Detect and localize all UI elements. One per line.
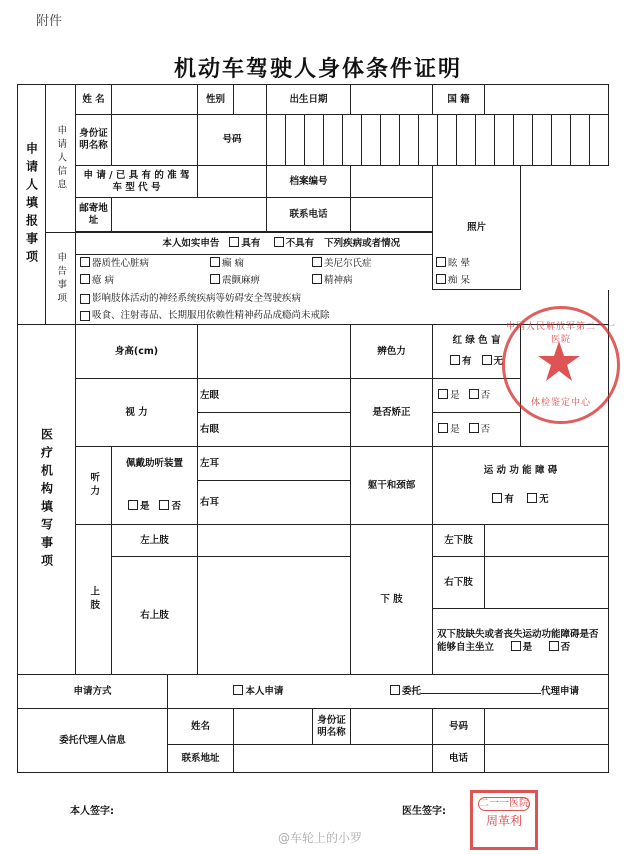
upper-limb-label: 上肢 <box>76 525 112 675</box>
declare-line <box>76 233 485 255</box>
corrected-left-yes-checkbox[interactable] <box>438 389 448 399</box>
nationality-label: 国 籍 <box>433 85 485 115</box>
disease-checkbox[interactable] <box>312 257 322 267</box>
disease-checkbox[interactable] <box>80 274 90 284</box>
corrected-left: 是 否 <box>433 379 521 413</box>
both-lower-cell: 双下肢缺失或者丧失运动功能障碍是否能够自主坐立 是 否 <box>433 609 609 675</box>
file-number-label: 档案编号 <box>267 166 351 198</box>
page-title: 机动车驾驶人身体条件证明 <box>173 56 462 82</box>
entrust-checkbox[interactable] <box>390 685 400 695</box>
right-ear-label: 右耳 <box>198 481 351 525</box>
id-name-field[interactable] <box>112 115 198 166</box>
trunk-neck-label: 躯干和颈部 <box>351 447 433 525</box>
disease-checkbox[interactable] <box>80 311 90 321</box>
corrected-left-no-checkbox[interactable] <box>469 389 479 399</box>
hearing-aid-label: 佩戴助听装置 <box>125 458 183 470</box>
disease-row-2 <box>76 272 485 290</box>
phone-field[interactable] <box>351 198 433 232</box>
right-upper-label: 右上肢 <box>112 557 198 675</box>
section-applicant: 申请人填报事项 <box>18 85 46 325</box>
agent-id-name-field[interactable] <box>351 709 433 745</box>
both-lower-yes-checkbox[interactable] <box>511 641 521 651</box>
square-stamp-name: 周革利 <box>485 814 522 828</box>
agent-address-field[interactable] <box>234 745 433 773</box>
color-blind-none-checkbox[interactable] <box>482 355 492 365</box>
declare-not-label: 不具有 <box>285 238 315 250</box>
corrected-label: 是否矫正 <box>351 379 433 447</box>
birth-field[interactable] <box>351 85 433 115</box>
agent-name-field[interactable] <box>234 709 313 745</box>
disease-checkbox[interactable] <box>436 257 446 267</box>
disease-label: 器质性心脏病 <box>92 258 150 270</box>
vision-label: 视 力 <box>76 379 198 447</box>
motor-label: 运 动 功 能 障 碍 <box>483 465 558 477</box>
agent-id-name-label: 身份证明名称 <box>313 709 351 745</box>
color-blind-label: 红 绿 色 盲 <box>452 335 501 347</box>
right-upper-field[interactable] <box>198 557 351 675</box>
file-number-field[interactable] <box>351 166 433 198</box>
hospital-round-stamp <box>502 306 620 424</box>
left-eye-label: 左眼 <box>198 379 351 413</box>
id-number-field[interactable] <box>267 115 609 166</box>
star-icon <box>537 339 581 383</box>
right-lower-field[interactable] <box>485 557 609 609</box>
color-blind-have-checkbox[interactable] <box>450 355 460 365</box>
disease-checkbox[interactable] <box>436 274 446 284</box>
hearing-aid-yes-checkbox[interactable] <box>128 500 138 510</box>
declare-not-checkbox[interactable] <box>274 237 284 247</box>
id-name-label: 身份证明名称 <box>76 115 112 166</box>
declare-items-label: 申告事项 <box>46 233 76 325</box>
left-upper-field[interactable] <box>198 525 351 557</box>
corrected-right-no-checkbox[interactable] <box>469 423 479 433</box>
disease-checkbox[interactable] <box>80 257 90 267</box>
vehicle-type-label: 申 请 / 已 具 有 的 准 驾 车 型 代 号 <box>76 166 198 198</box>
lower-limb-label: 下 肢 <box>351 525 433 675</box>
disease-label: 精神病 <box>324 275 353 287</box>
declare-tail: 下列疾病或者情况 <box>324 238 401 250</box>
color-blind-have: 有 <box>462 356 472 367</box>
self-signature-label: 本人签字: <box>70 806 114 817</box>
certificate-form <box>17 84 609 773</box>
disease-checkbox[interactable] <box>210 274 220 284</box>
color-blind-none: 无 <box>493 356 504 367</box>
height-label: 身高(cm) <box>76 325 198 379</box>
self-apply-checkbox[interactable] <box>233 685 243 695</box>
agent-info-label: 委托代理人信息 <box>18 709 168 773</box>
disease-label: 癔 病 <box>92 275 115 287</box>
address-label: 邮寄地址 <box>76 198 112 232</box>
both-lower-no-checkbox[interactable] <box>549 641 559 651</box>
square-stamp-top-text: 二一一医院 <box>479 798 529 809</box>
section-medical: 医疗机构填写事项 <box>18 325 76 675</box>
disease-label: 癫 痫 <box>222 258 245 270</box>
apply-method-cell <box>168 675 609 709</box>
apply-method-label: 申请方式 <box>18 675 168 709</box>
right-lower-label: 右下肢 <box>433 557 485 609</box>
disease-label: 吸食、注射毒品、长期服用依赖性精神药品成瘾尚未戒除 <box>92 309 330 321</box>
declare-text: 本人如实申告 <box>162 238 220 250</box>
agent-id-number-field[interactable] <box>485 709 609 745</box>
round-stamp-bottom-text: 体检鉴定中心 <box>530 398 591 408</box>
phone-label: 联系电话 <box>267 198 351 232</box>
self-apply-label: 本人申请 <box>245 686 284 698</box>
disease-label: 眩 晕 <box>448 258 471 270</box>
disease-label: 美尼尔氏症 <box>324 258 372 270</box>
gender-field[interactable] <box>234 85 267 115</box>
agent-phone-field[interactable] <box>485 745 609 773</box>
applicant-info-label: 申请人信息 <box>46 85 76 233</box>
left-lower-field[interactable] <box>485 525 609 557</box>
watermark: @车轮上的小罗 <box>278 831 363 845</box>
agent-address-label: 联系地址 <box>168 745 234 773</box>
left-ear-label: 左耳 <box>198 447 351 481</box>
disease-checkbox[interactable] <box>312 274 322 284</box>
agent-phone-label: 电话 <box>433 745 485 773</box>
entrust-label: 委托 <box>401 686 421 698</box>
hearing-label: 听力 <box>76 447 112 525</box>
declare-have-label: 具有 <box>241 238 261 250</box>
motor-none-checkbox[interactable] <box>527 493 537 503</box>
gender-label: 性别 <box>198 85 234 115</box>
right-eye-label: 右眼 <box>198 413 351 447</box>
entrust-name-field[interactable] <box>421 693 541 694</box>
disease-checkbox[interactable] <box>80 294 90 304</box>
attachment-label: 附件 <box>36 14 63 29</box>
photo-box: 照片 <box>433 166 521 290</box>
doctor-square-stamp <box>470 790 538 850</box>
color-vision-label: 辨色力 <box>351 325 433 379</box>
name-field[interactable] <box>112 85 198 115</box>
birth-label: 出生日期 <box>267 85 351 115</box>
left-upper-label: 左上肢 <box>112 525 198 557</box>
disease-label: 痴 呆 <box>448 275 471 287</box>
corrected-right-yes-checkbox[interactable] <box>438 423 448 433</box>
both-lower-label: 双下肢缺失或者丧失运动功能障碍是否能够自主坐立 <box>437 629 599 653</box>
hearing-aid-cell: 佩戴助听装置 是 否 <box>112 447 198 525</box>
corrected-right: 是 否 <box>433 413 521 447</box>
disease-label: 影响肢体活动的神经系统疾病等妨碍安全驾驶疾病 <box>92 292 302 304</box>
hearing-aid-no-checkbox[interactable] <box>159 500 169 510</box>
left-lower-label: 左下肢 <box>433 525 485 557</box>
height-field[interactable] <box>198 325 351 379</box>
vehicle-type-field[interactable] <box>198 166 267 198</box>
agent-id-number-label: 号码 <box>433 709 485 745</box>
motor-have-checkbox[interactable] <box>492 493 502 503</box>
address-field[interactable] <box>112 198 267 232</box>
id-number-label: 号码 <box>198 115 267 166</box>
doctor-signature-label: 医生签字: <box>402 806 446 817</box>
nationality-field[interactable] <box>485 85 609 115</box>
disease-label: 震颤麻痹 <box>222 275 261 287</box>
motor-cell: 运 动 功 能 障 碍 有 无 <box>433 447 609 525</box>
disease-checkbox[interactable] <box>210 257 220 267</box>
agent-apply-label: 代理申请 <box>540 686 579 698</box>
declare-have-checkbox[interactable] <box>229 237 239 247</box>
disease-row-1 <box>76 255 485 273</box>
agent-name-label: 姓名 <box>168 709 234 745</box>
name-label: 姓 名 <box>76 85 112 115</box>
round-stamp-top-text: 中国人民解放军第二一一医院 <box>505 322 616 345</box>
